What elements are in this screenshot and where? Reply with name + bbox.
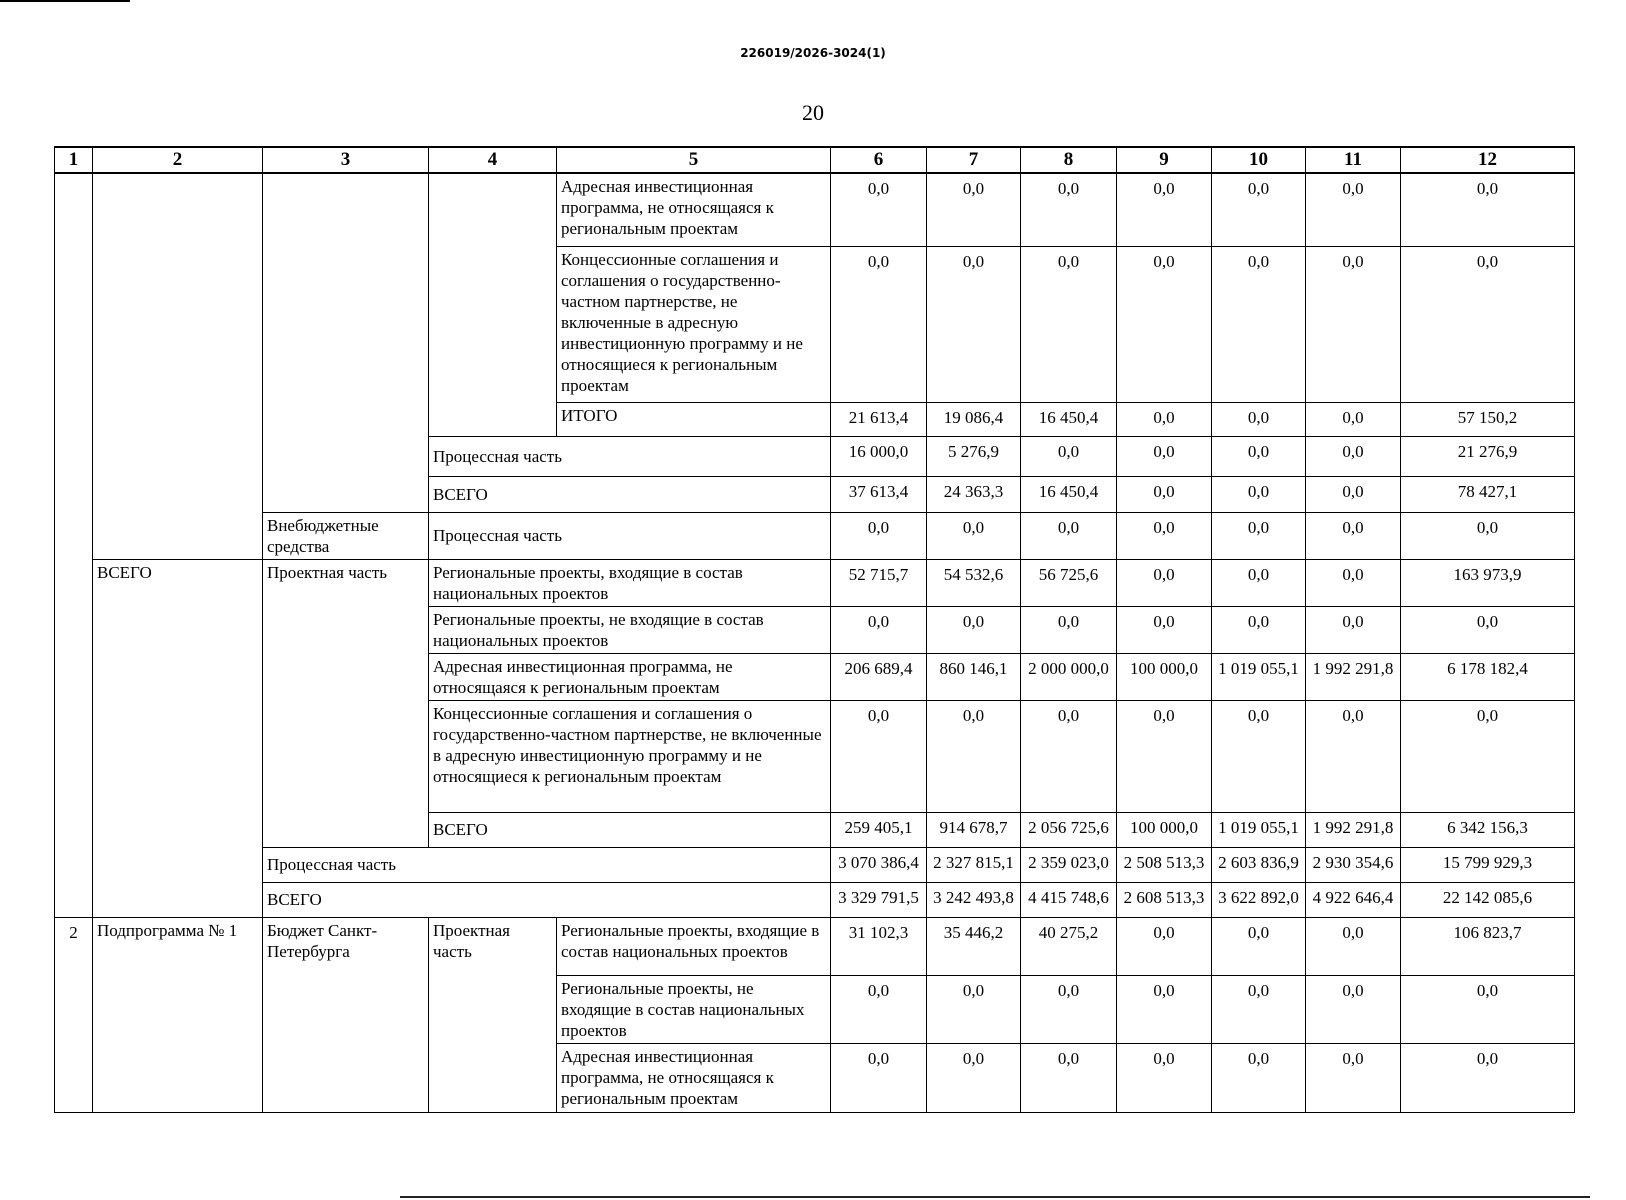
row-label: Концессионные соглашения и соглашения о государственно-частном партнерстве, не включенные в адресную инвестиционную программу и не относящиеся к региональным проектам xyxy=(429,700,831,812)
value-cell: 0,0 xyxy=(1401,512,1575,559)
value-cell: 3 070 386,4 xyxy=(831,847,927,882)
budget-table xyxy=(54,146,1575,1113)
value-cell: 0,0 xyxy=(831,606,927,653)
col-header: 9 xyxy=(1117,147,1212,173)
value-cell: 206 689,4 xyxy=(831,653,927,700)
value-cell: 0,0 xyxy=(1117,606,1212,653)
value-cell: 16 000,0 xyxy=(831,436,927,476)
value-cell: 24 363,3 xyxy=(927,476,1021,512)
value-cell: 40 275,2 xyxy=(1021,917,1117,975)
value-cell: 0,0 xyxy=(1401,246,1575,402)
value-cell: 0,0 xyxy=(1021,512,1117,559)
row-label: Региональные проекты, не входящие в состав национальных проектов xyxy=(557,975,831,1043)
value-cell: 31 102,3 xyxy=(831,917,927,975)
value-cell: 4 922 646,4 xyxy=(1306,882,1401,917)
value-cell: 2 603 836,9 xyxy=(1212,847,1306,882)
table-row xyxy=(55,512,1575,559)
value-cell: 0,0 xyxy=(831,246,927,402)
value-cell: 15 799 929,3 xyxy=(1401,847,1575,882)
row-label: Концессионные соглашения и соглашения о государственно-частном партнерстве, не включенные в адресную инвестиционную программу и не относящиеся к региональным проектам xyxy=(557,246,831,402)
row-number-cell xyxy=(55,173,93,917)
value-cell: 0,0 xyxy=(1212,1043,1306,1112)
value-cell: 0,0 xyxy=(1117,246,1212,402)
table-row xyxy=(55,559,1575,606)
value-cell: 0,0 xyxy=(1117,476,1212,512)
row-label: Региональные проекты, не входящие в состав национальных проектов xyxy=(429,606,831,653)
value-cell: 0,0 xyxy=(1306,402,1401,436)
part-label: Проектная часть xyxy=(263,559,429,847)
value-cell: 0,0 xyxy=(831,975,927,1043)
funding-source-label: Внебюджетные средства xyxy=(263,512,429,559)
part-label: Проектная часть xyxy=(429,917,557,1112)
value-cell: 0,0 xyxy=(1117,975,1212,1043)
col-header: 5 xyxy=(557,147,831,173)
value-cell: 5 276,9 xyxy=(927,436,1021,476)
row-label: ИТОГО xyxy=(557,402,831,436)
document-id: 226019/2026-3024(1) xyxy=(740,46,886,60)
col-header: 4 xyxy=(429,147,557,173)
row-label: Процессная часть xyxy=(429,436,831,476)
col-header: 8 xyxy=(1021,147,1117,173)
value-cell: 2 508 513,3 xyxy=(1117,847,1212,882)
value-cell: 0,0 xyxy=(1306,246,1401,402)
value-cell: 0,0 xyxy=(1021,246,1117,402)
value-cell: 2 930 354,6 xyxy=(1306,847,1401,882)
value-cell: 19 086,4 xyxy=(927,402,1021,436)
value-cell: 0,0 xyxy=(1212,436,1306,476)
col-header: 7 xyxy=(927,147,1021,173)
col-header: 11 xyxy=(1306,147,1401,173)
subprogram-label: Подпрограмма № 1 xyxy=(93,917,263,1112)
value-cell: 914 678,7 xyxy=(927,812,1021,847)
value-cell: 16 450,4 xyxy=(1021,476,1117,512)
cell xyxy=(93,173,263,559)
value-cell: 56 725,6 xyxy=(1021,559,1117,606)
row-label: Процессная часть xyxy=(429,512,831,559)
value-cell: 2 000 000,0 xyxy=(1021,653,1117,700)
value-cell: 21 276,9 xyxy=(1401,436,1575,476)
value-cell: 21 613,4 xyxy=(831,402,927,436)
value-cell: 0,0 xyxy=(1401,173,1575,246)
value-cell: 0,0 xyxy=(927,512,1021,559)
table-row xyxy=(55,882,1575,917)
value-cell: 3 329 791,5 xyxy=(831,882,927,917)
value-cell: 0,0 xyxy=(1306,1043,1401,1112)
funding-source-label: Бюджет Санкт-Петербурга xyxy=(263,917,429,1112)
value-cell: 0,0 xyxy=(1212,246,1306,402)
value-cell: 0,0 xyxy=(927,606,1021,653)
col-header: 2 xyxy=(93,147,263,173)
value-cell: 0,0 xyxy=(1212,917,1306,975)
value-cell: 100 000,0 xyxy=(1117,812,1212,847)
value-cell: 0,0 xyxy=(1212,476,1306,512)
row-label: Процессная часть xyxy=(263,847,831,882)
value-cell: 1 992 291,8 xyxy=(1306,653,1401,700)
value-cell: 0,0 xyxy=(831,512,927,559)
value-cell: 0,0 xyxy=(1306,559,1401,606)
value-cell: 4 415 748,6 xyxy=(1021,882,1117,917)
value-cell: 860 146,1 xyxy=(927,653,1021,700)
value-cell: 0,0 xyxy=(1306,917,1401,975)
col-header: 1 xyxy=(55,147,93,173)
value-cell: 0,0 xyxy=(1212,559,1306,606)
value-cell: 3 622 892,0 xyxy=(1212,882,1306,917)
value-cell: 0,0 xyxy=(1117,173,1212,246)
value-cell: 100 000,0 xyxy=(1117,653,1212,700)
row-label: Адресная инвестиционная программа, не относящаяся к региональным проектам xyxy=(557,1043,831,1112)
row-label: Региональные проекты, входящие в состав национальных проектов xyxy=(429,559,831,606)
value-cell: 0,0 xyxy=(927,975,1021,1043)
value-cell: 0,0 xyxy=(1401,975,1575,1043)
value-cell: 1 019 055,1 xyxy=(1212,812,1306,847)
value-cell: 0,0 xyxy=(1306,476,1401,512)
row-label: Региональные проекты, входящие в состав национальных проектов xyxy=(557,917,831,975)
table-row xyxy=(55,917,1575,975)
value-cell: 1 019 055,1 xyxy=(1212,653,1306,700)
col-header: 3 xyxy=(263,147,429,173)
value-cell: 0,0 xyxy=(1212,975,1306,1043)
value-cell: 0,0 xyxy=(1401,1043,1575,1112)
value-cell: 2 327 815,1 xyxy=(927,847,1021,882)
value-cell: 57 150,2 xyxy=(1401,402,1575,436)
value-cell: 106 823,7 xyxy=(1401,917,1575,975)
value-cell: 0,0 xyxy=(1401,606,1575,653)
bottom-rule xyxy=(400,1196,1590,1198)
col-header: 6 xyxy=(831,147,927,173)
value-cell: 0,0 xyxy=(1212,512,1306,559)
value-cell: 0,0 xyxy=(1306,436,1401,476)
row-label: ВСЕГО xyxy=(429,812,831,847)
value-cell: 0,0 xyxy=(1021,700,1117,812)
value-cell: 259 405,1 xyxy=(831,812,927,847)
value-cell: 0,0 xyxy=(1117,402,1212,436)
col-header: 10 xyxy=(1212,147,1306,173)
value-cell: 0,0 xyxy=(1117,700,1212,812)
value-cell: 0,0 xyxy=(1401,700,1575,812)
value-cell: 0,0 xyxy=(1021,173,1117,246)
row-number-cell: 2 xyxy=(55,917,93,1112)
value-cell: 0,0 xyxy=(1212,700,1306,812)
value-cell: 35 446,2 xyxy=(927,917,1021,975)
row-label: ВСЕГО xyxy=(429,476,831,512)
value-cell: 0,0 xyxy=(1117,1043,1212,1112)
value-cell: 22 142 085,6 xyxy=(1401,882,1575,917)
value-cell: 0,0 xyxy=(1021,436,1117,476)
value-cell: 163 973,9 xyxy=(1401,559,1575,606)
cell xyxy=(429,173,557,436)
cell xyxy=(263,173,429,512)
value-cell: 0,0 xyxy=(1117,512,1212,559)
value-cell: 0,0 xyxy=(1306,512,1401,559)
value-cell: 6 342 156,3 xyxy=(1401,812,1575,847)
value-cell: 0,0 xyxy=(927,246,1021,402)
value-cell: 0,0 xyxy=(1212,402,1306,436)
value-cell: 52 715,7 xyxy=(831,559,927,606)
value-cell: 0,0 xyxy=(1021,1043,1117,1112)
top-rule xyxy=(0,0,130,2)
table-row xyxy=(55,847,1575,882)
value-cell: 78 427,1 xyxy=(1401,476,1575,512)
value-cell: 0,0 xyxy=(1306,700,1401,812)
value-cell: 0,0 xyxy=(1117,559,1212,606)
value-cell: 0,0 xyxy=(927,173,1021,246)
page-number: 20 xyxy=(802,100,824,125)
value-cell: 0,0 xyxy=(1212,606,1306,653)
value-cell: 54 532,6 xyxy=(927,559,1021,606)
value-cell: 2 359 023,0 xyxy=(1021,847,1117,882)
row-label: ВСЕГО xyxy=(263,882,831,917)
value-cell: 0,0 xyxy=(1117,436,1212,476)
row-label: Адресная инвестиционная программа, не относящаяся к региональным проектам xyxy=(429,653,831,700)
value-cell: 0,0 xyxy=(1021,606,1117,653)
group-label: ВСЕГО xyxy=(93,559,263,917)
value-cell: 0,0 xyxy=(927,1043,1021,1112)
value-cell: 0,0 xyxy=(1306,173,1401,246)
value-cell: 0,0 xyxy=(831,173,927,246)
table-row xyxy=(55,173,1575,246)
value-cell: 0,0 xyxy=(1306,975,1401,1043)
value-cell: 3 242 493,8 xyxy=(927,882,1021,917)
value-cell: 2 056 725,6 xyxy=(1021,812,1117,847)
col-header: 12 xyxy=(1401,147,1575,173)
value-cell: 0,0 xyxy=(831,700,927,812)
value-cell: 6 178 182,4 xyxy=(1401,653,1575,700)
value-cell: 0,0 xyxy=(1117,917,1212,975)
value-cell: 0,0 xyxy=(1212,173,1306,246)
value-cell: 0,0 xyxy=(831,1043,927,1112)
value-cell: 37 613,4 xyxy=(831,476,927,512)
value-cell: 0,0 xyxy=(1306,606,1401,653)
value-cell: 16 450,4 xyxy=(1021,402,1117,436)
header-row xyxy=(55,147,1575,173)
row-label: Адресная инвестиционная программа, не относящаяся к региональным проектам xyxy=(557,173,831,246)
value-cell: 1 992 291,8 xyxy=(1306,812,1401,847)
value-cell: 2 608 513,3 xyxy=(1117,882,1212,917)
value-cell: 0,0 xyxy=(1021,975,1117,1043)
value-cell: 0,0 xyxy=(927,700,1021,812)
